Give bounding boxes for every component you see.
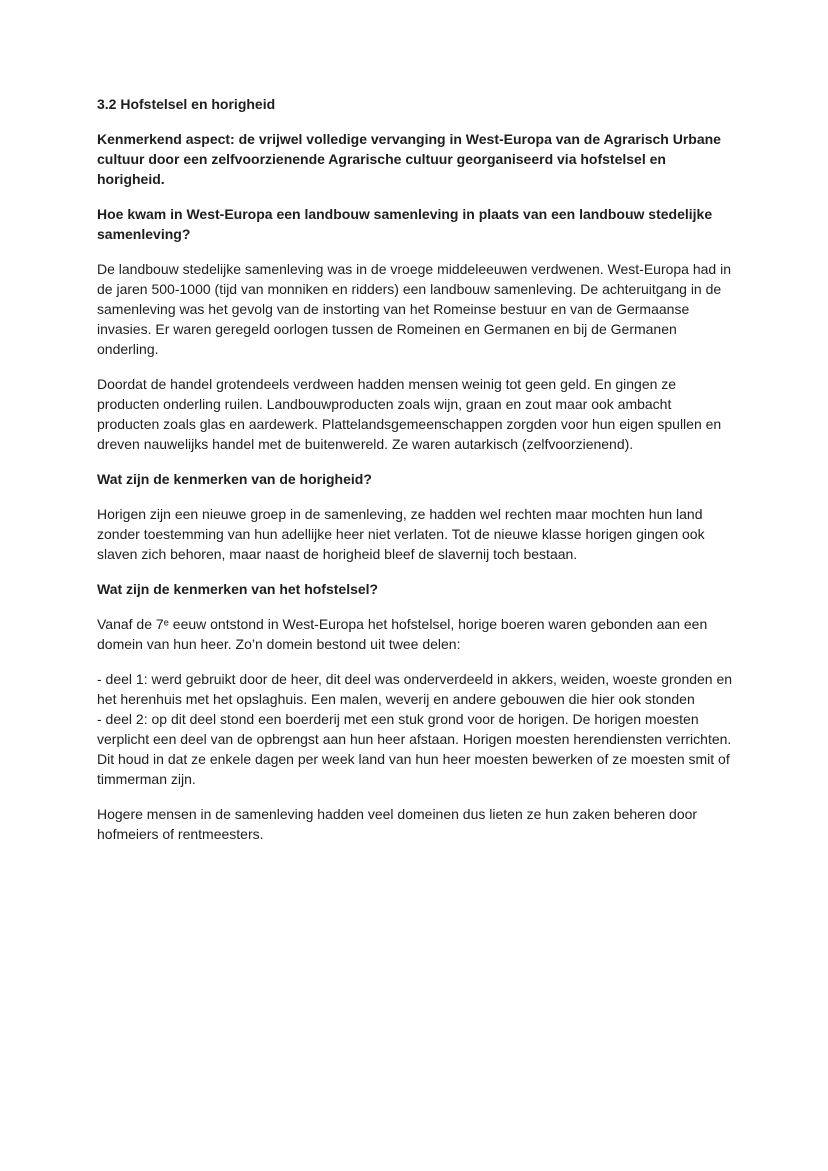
kenmerkend-aspect-paragraph: Kenmerkend aspect: de vrijwel volledige vervanging in West-Europa van de Agrarisch Urbane cultuur door een zelfvoorzienende Agrarische cultuur georganiseerd via hofstelsel en horigheid. bbox=[97, 131, 721, 187]
domain-parts-list bbox=[97, 669, 733, 789]
question-heading-2: Wat zijn de kenmerken van de horigheid? bbox=[97, 471, 372, 487]
question-heading-3: Wat zijn de kenmerken van het hofstelsel? bbox=[97, 581, 379, 597]
body-paragraph-3: Horigen zijn een nieuwe groep in de samenleving, ze hadden wel rechten maar mochten hun land zonder toestemming van hun adellijke heer niet verlaten. Tot de nieuwe klasse horigen gingen ook slaven zich behoren, maar naast de horigheid bleef de slavernij toch bestaan. bbox=[97, 506, 705, 562]
body-paragraph-2: Doordat de handel grotendeels verdween hadden mensen weinig tot geen geld. En gingen ze producten onderling ruilen. Landbouwproducten zoals wijn, graan en zout maar ook ambacht producten zoals glas en aardewerk. Plattelandsgemeenschappen zorgden voor hun eigen spullen en dreven nauwelijks handel met de buitenwereld. Ze waren autarkisch (zelfvoorzienend). bbox=[97, 376, 722, 452]
question-heading-1: Hoe kwam in West-Europa een landbouw samenleving in plaats van een landbouw stedelijke samenleving? bbox=[97, 206, 713, 242]
list-item-deel-1: - deel 1: werd gebruikt door de heer, dit deel was onderverdeeld in akkers, weiden, woeste gronden en het herenhuis met het opslaghuis. Een malen, weverij en andere gebouwen die hier ook stonden bbox=[97, 671, 733, 707]
body-paragraph-5: Hogere mensen in de samenleving hadden veel domeinen dus lieten ze hun zaken beheren door hofmeiers of rentmeesters. bbox=[97, 806, 698, 842]
section-heading: 3.2 Hofstelsel en horigheid bbox=[97, 96, 276, 112]
document-body bbox=[97, 94, 733, 844]
body-paragraph-1: De landbouw stedelijke samenleving was in de vroege middeleeuwen verdwenen. West-Europa had in de jaren 500-1000 (tijd van monniken en ridders) een landbouw samenleving. De achteruitgang in de samenleving was het gevolg van de instorting van het Romeinse bestuur en van de Germaanse invasies. Er waren geregeld oorlogen tussen de Romeinen en Germanen en bij de Germanen onderling. bbox=[97, 261, 732, 357]
list-item-deel-2: - deel 2: op dit deel stond een boerderij met een stuk grond voor de horigen. De horigen moesten verplicht een deel van de opbrengst aan hun heer afstaan. Horigen moesten herendiensten verrichten. Dit houd in dat ze enkele dagen per week land van hun heer moesten bewerken of ze moesten smit of timmerman zijn. bbox=[97, 711, 732, 787]
body-paragraph-4: Vanaf de 7ᵉ eeuw ontstond in West-Europa het hofstelsel, horige boeren waren gebonden aan een domein van hun heer. Zo’n domein bestond uit twee delen: bbox=[97, 616, 708, 652]
